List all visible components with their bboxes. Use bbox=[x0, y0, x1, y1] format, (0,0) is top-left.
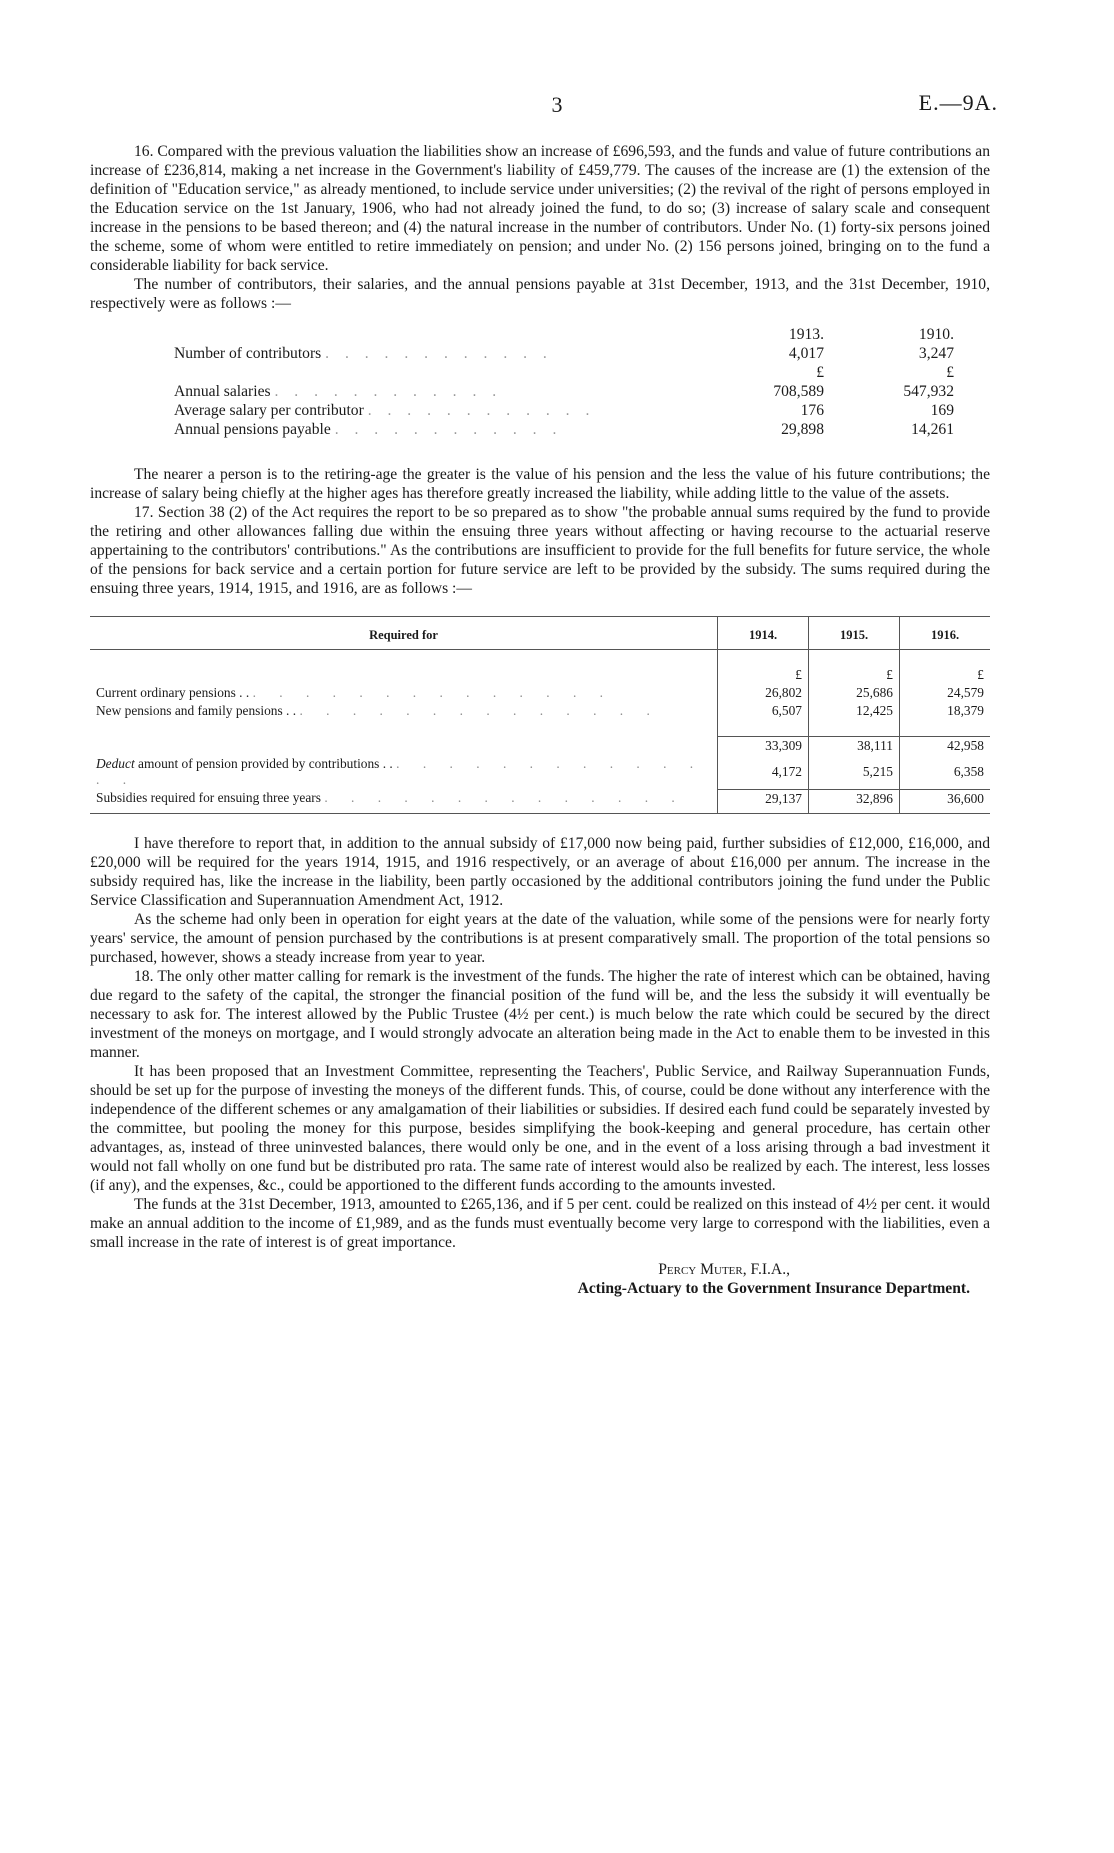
year-header-1910: 1910. bbox=[918, 326, 954, 343]
value-1914: 26,802 bbox=[718, 684, 809, 702]
subsidy-requirements-table bbox=[90, 616, 990, 814]
leader-dots: . . . . . . . . . . . . . . bbox=[299, 703, 660, 718]
signatory-title: Acting-Actuary to the Government Insurance Department. bbox=[577, 1279, 970, 1297]
comparison-header-row bbox=[174, 325, 954, 344]
contributors-comparison-table bbox=[174, 325, 954, 439]
value-1915: 38,111 bbox=[809, 737, 900, 756]
leader-dots: . . . . . . . . . . . . . . bbox=[252, 685, 613, 700]
required-for-header: Required for bbox=[90, 617, 718, 650]
row-label: Number of contributors bbox=[174, 345, 322, 362]
comparison-row-average-salary bbox=[174, 401, 954, 420]
paragraph-18-funds: The funds at the 31st December, 1913, amounted to £265,136, and if 5 per cent. could be realized on this instead of 4½ per cent. it would make an annual addition to the income of £1,989, and as the funds must eventually become very large to correspond with the liabilities, even a small increase in the rate of interest is of great importance. bbox=[90, 1195, 990, 1251]
paragraph-16: 16. Compared with the previous valuation the liabilities show an increase of £696,593, and the funds and value of future contributions an increase of £236,814, making a net increase in the Government's liability of £459,779. The causes of the increase are (1) the extension of the definition of "Education service," as already mentioned, to include service under universities; (2) the revival of the right of persons employed in the Education service on the 1st January, 1906, who had not already joined the fund, to do so; (3) increase of salary scale and consequent increase in the pensions to be based thereon; and (4) the natural increase in the number of contributors. Under No. (1) forty-six persons joined the scheme, some of whom were entitled to retire immediately on pension; and under No. (2) 156 persons joined, bringing on to the fund a considerable liability for back service. bbox=[90, 143, 990, 274]
paragraph-17-scheme-operation: As the scheme had only been in operation for eight years at the date of the valuation, while some of the pensions were for nearly forty years' service, the amount of pension purchased by the contributions is at present comparatively small. The proportion of the total pensions so purchased, however, shows a steady increase from year to year. bbox=[90, 910, 990, 966]
value-1914: 6,507 bbox=[718, 702, 809, 720]
row-label: Average salary per contributor bbox=[174, 402, 364, 419]
value-1916: 24,579 bbox=[900, 684, 991, 702]
row-label: amount of pension provided by contributions . . bbox=[134, 756, 393, 771]
deduct-label: Deduct bbox=[96, 756, 135, 771]
requirements-row-new-pensions bbox=[90, 702, 990, 720]
row-label: Annual salaries bbox=[174, 383, 271, 400]
value-1910: 14,261 bbox=[911, 421, 954, 438]
value-1915: 25,686 bbox=[809, 684, 900, 702]
paragraph-18-investment-committee: It has been proposed that an Investment Committee, representing the Teachers', Public Service, and Railway Superannuation Funds, should be set up for the purpose of investing the moneys of the different funds. This, of course, could be done without any interference with the independence of the different schemes or any amalgamation of their liabilities or subsidies. If desired each fund could be separately invested by the committee, but pooling the money for this purpose, besides simplifying the book-keeping and general procedure, has certain other advantages, as, instead of three uninvested balances, there would only be one, and in the event of a loss arising through a bad investment it would not fall wholly on one fund but be distributed pro rata. The same rate of interest would also be realized by each. The interest, less losses (if any), and the expenses, &c., could be apportioned to the different funds according to the amounts invested. bbox=[90, 1062, 990, 1194]
document-reference: E.—9A. bbox=[918, 90, 998, 115]
body-text bbox=[90, 142, 990, 1298]
year-header-1913: 1913. bbox=[788, 326, 824, 343]
row-label: Current ordinary pensions . . bbox=[96, 685, 250, 700]
comparison-row-salaries bbox=[174, 382, 954, 401]
year-header-1915: 1915. bbox=[809, 617, 900, 650]
row-label: New pensions and family pensions . . bbox=[96, 703, 297, 718]
requirements-currency-row bbox=[90, 666, 990, 684]
leader-dots: . . . . . . . . . . . . bbox=[334, 421, 563, 438]
paragraph-18: 18. The only other matter calling for remark is the investment of the funds. The higher the rate of interest which can be obtained, having due regard to the safety of the capital, the stronger the financial position of the fund will be, and the less the subsidy it will eventually be necessary to ask for. The interest allowed by the Public Trustee (4½ per cent.) is much below the rate which could be secured by the direct investment of the moneys on mortgage, and I would strongly advocate an alteration being made in the Act to enable them to be invested in this manner. bbox=[90, 967, 990, 1061]
signatory-name: Percy Muter, F.I.A., bbox=[658, 1260, 790, 1278]
value-1915: 5,215 bbox=[809, 755, 900, 789]
value-1916: 6,358 bbox=[900, 755, 991, 789]
comparison-currency-row bbox=[174, 363, 954, 382]
value-1914: 4,172 bbox=[718, 755, 809, 789]
value-1913: 176 bbox=[800, 402, 824, 419]
paragraph-17: 17. Section 38 (2) of the Act requires the report to be so prepared as to show "the probable annual sums required by the fund to provide the retiring and other allowances falling due within the ensuing three years without affecting or having recourse to the actuarial reserve appertaining to the contributors' contributions." As the contributions are insufficient to provide for the full benefits for future service, the whole of the pensions for back service and a certain portion for future service are left to be provided by the subsidy. The sums required during the ensuing three years, 1914, 1915, and 1916, are as follows :— bbox=[90, 504, 990, 597]
pound-sign: £ bbox=[900, 666, 991, 684]
value-1914: 33,309 bbox=[718, 737, 809, 756]
pound-sign: £ bbox=[816, 364, 824, 381]
year-header-1914: 1914. bbox=[718, 617, 809, 650]
value-1916: 18,379 bbox=[900, 702, 991, 720]
value-1910: 547,932 bbox=[903, 383, 954, 400]
value-1915: 32,896 bbox=[809, 789, 900, 813]
requirements-header-row bbox=[90, 617, 990, 650]
pound-sign: £ bbox=[946, 364, 954, 381]
requirements-row-current-pensions bbox=[90, 684, 990, 702]
requirements-row-subsidies bbox=[90, 789, 990, 813]
leader-dots: . . . . . . . . . . . . bbox=[325, 345, 553, 362]
signature-block bbox=[90, 1260, 990, 1298]
comparison-row-pensions bbox=[174, 420, 954, 439]
value-1910: 169 bbox=[930, 402, 954, 419]
pound-sign: £ bbox=[718, 666, 809, 684]
value-1914: 29,137 bbox=[718, 789, 809, 813]
value-1916: 42,958 bbox=[900, 737, 991, 756]
leader-dots: . . . . . . . . . . . . bbox=[367, 402, 596, 419]
value-1913: 4,017 bbox=[788, 345, 824, 362]
requirements-row-deduct bbox=[90, 755, 990, 789]
value-1915: 12,425 bbox=[809, 702, 900, 720]
paragraph-17-subsidy-report: I have therefore to report that, in addition to the annual subsidy of £17,000 now being paid, further subsidies of £12,000, £16,000, and £20,000 will be required for the years 1914, 1915, and 1916 respectively, or an average of about £16,000 per annum. The increase in the subsidy required has, like the increase in the liability, been partly occasioned by the additional contributors joining the fund under the Public Service Classification and Superannuation Amendment Act, 1912. bbox=[90, 834, 990, 909]
leader-dots: . . . . . . . . . . . . . . bbox=[96, 756, 704, 787]
row-label: Annual pensions payable bbox=[174, 421, 331, 438]
value-1916: 36,600 bbox=[900, 789, 991, 813]
year-header-1916: 1916. bbox=[900, 617, 991, 650]
value-1913: 29,898 bbox=[781, 421, 824, 438]
page-number: 3 bbox=[551, 92, 563, 117]
value-1913: 708,589 bbox=[773, 383, 824, 400]
value-1910: 3,247 bbox=[918, 345, 954, 362]
requirements-row-subtotal bbox=[90, 737, 990, 756]
paragraph-16-retiring-age: The nearer a person is to the retiring-age the greater is the value of his pension and the less the value of his future contributions; the increase of salary being chiefly at the higher ages has therefore greatly increased the liability, while adding little to the value of the assets. bbox=[90, 466, 990, 502]
pound-sign: £ bbox=[809, 666, 900, 684]
row-label: Subsidies required for ensuing three years bbox=[96, 790, 321, 806]
leader-dots: . . . . . . . . . . . . . . bbox=[324, 790, 685, 806]
comparison-row-contributors bbox=[174, 344, 954, 363]
leader-dots: . . . . . . . . . . . . bbox=[274, 383, 503, 400]
paragraph-16-contributors-intro: The number of contributors, their salaries, and the annual pensions payable at 31st December, 1913, and the 31st December, 1910, respectively were as follows :— bbox=[90, 276, 990, 312]
